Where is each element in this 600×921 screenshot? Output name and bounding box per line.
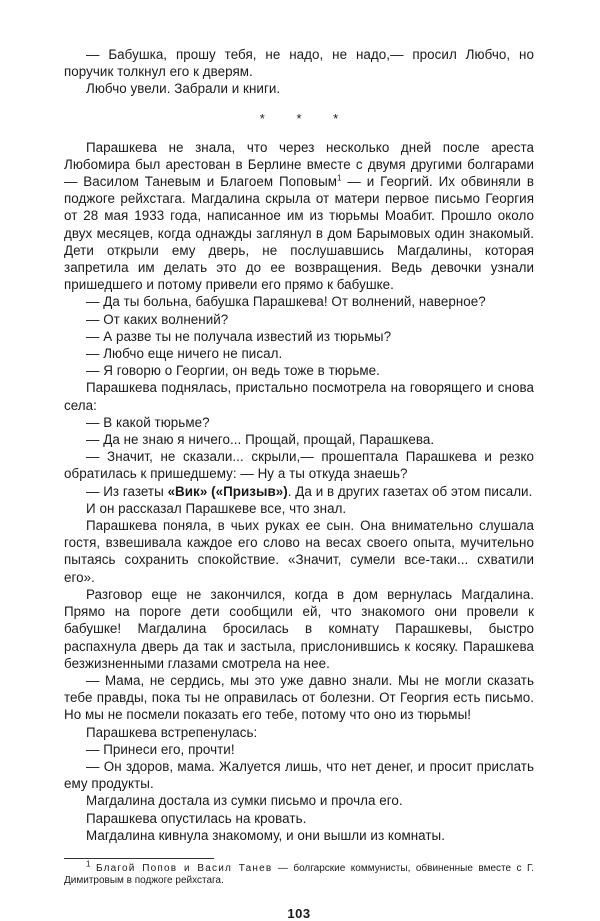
- dialog-line: — Он здоров, мама. Жалуется лишь, что нет денег, и просит прислать ему продукты.: [64, 758, 534, 792]
- paragraph-text: — Из газеты: [86, 483, 168, 499]
- dialog-line: — Я говорю о Георгии, он ведь тоже в тюрьме.: [86, 363, 380, 379]
- paragraph-text: Парашкева не знала, что через несколько дней после ареста Любомира был арестован в Берлине вместе с двумя другими болгарами — Василом Таневым и Благоем Поповым: [64, 139, 534, 190]
- dialog-line: — Принеси его, прочти!: [86, 741, 235, 757]
- dialog-line: — Любчо еще ничего не писал.: [86, 346, 283, 362]
- footnote-text: — болгарские коммунисты, обвиненные вместе с Г. Димитровым в поджоге рейхстага.: [64, 862, 534, 887]
- newspaper-name: «Вик» («Призыв»): [167, 483, 288, 499]
- book-page: [64, 46, 534, 921]
- footnote-mark[interactable]: 1: [337, 173, 342, 183]
- paragraph: И он рассказал Парашкеве все, что знал.: [86, 500, 347, 516]
- paragraph: Разговор еще не закончился, когда в дом вернулась Магдалина. Прямо на пороге дети сообщили ей, что знакомого они провели к бабушке! Магдалина бросилась в комнату Парашкевы, быстро распахнула дверь да так и застыла, прислонившись к косяку. Парашкева безжизненными глазами смотрела на нее.: [64, 586, 534, 671]
- section-separator: * * *: [259, 110, 353, 126]
- paragraph: Магдалина кивнула знакомому, и они вышли из комнаты.: [86, 827, 445, 843]
- page-number: 103: [287, 905, 311, 921]
- footnote-names: Благой Попов и Васил Танев: [95, 862, 273, 874]
- paragraph: Парашкева встрепенулась:: [86, 724, 258, 740]
- paragraph: — Бабушка, прошу тебя, не надо, не надо,— просил Любчо, но поручик толкнул его к дверям.: [64, 47, 534, 80]
- paragraph: Парашкева поднялась, пристально посмотрела на говорящего и снова села:: [64, 380, 534, 413]
- dialog-line: — В какой тюрьме?: [86, 414, 210, 430]
- paragraph: Магдалина достала из сумки письмо и прочла его.: [86, 793, 403, 809]
- paragraph: Парашкева поняла, в чьих руках ее сын. Она внимательно слушала гостя, взвешивала каждое его слово на весах своего опыта, мучительно пытаясь сохранить спокойствие. «Значит, сумели все-таки... схватили его».: [64, 518, 534, 585]
- paragraph-text: — и Георгий. Их обвиняли в поджоге рейхстага. Магдалина скрыла от матери первое письмо Георгия от 28 мая 1933 года, написанное им из тюрьмы Моабит. Прошло около двух месяцев, когда однажды заглянул в дом Барымовых один знакомый. Дети открыли ему дверь, не послушавшись Магдалины, которая запретила им делать это до ее возвращения. Ведь девочки узнали пришедшего и потому привели его прямо к бабушке.: [64, 174, 534, 293]
- paragraph: [64, 139, 534, 294]
- paragraph: Парашкева опустилась на кровать.: [86, 810, 307, 826]
- dialog-line: — А разве ты не получала известий из тюрьмы?: [86, 328, 392, 344]
- dialog-line: [64, 483, 534, 500]
- footnote: [64, 859, 534, 888]
- dialog-line: — Значит, не сказали... скрыли,— прошептала Парашкева и резко обратилась к пришедшему: — Ну а ты откуда знаешь?: [64, 449, 534, 482]
- dialog-line: — Мама, не сердись, мы это уже давно знали. Мы не могли сказать тебе правды, пока ты не оправилась от болезни. От Георгия есть письмо. Но мы не посмели показать его тебе, потому что оно из тюрьмы!: [64, 672, 534, 723]
- paragraph: Любчо увели. Забрали и книги.: [86, 81, 281, 97]
- dialog-line: — Да не знаю я ничего... Прощай, прощай, Парашкева.: [86, 432, 435, 448]
- paragraph-text: . Да и в других газетах об этом писали.: [287, 483, 533, 499]
- footnote-mark: 1: [86, 859, 91, 869]
- dialog-line: — Да ты больна, бабушка Парашкева! От волнений, наверное?: [86, 294, 486, 310]
- dialog-line: — От каких волнений?: [86, 311, 229, 327]
